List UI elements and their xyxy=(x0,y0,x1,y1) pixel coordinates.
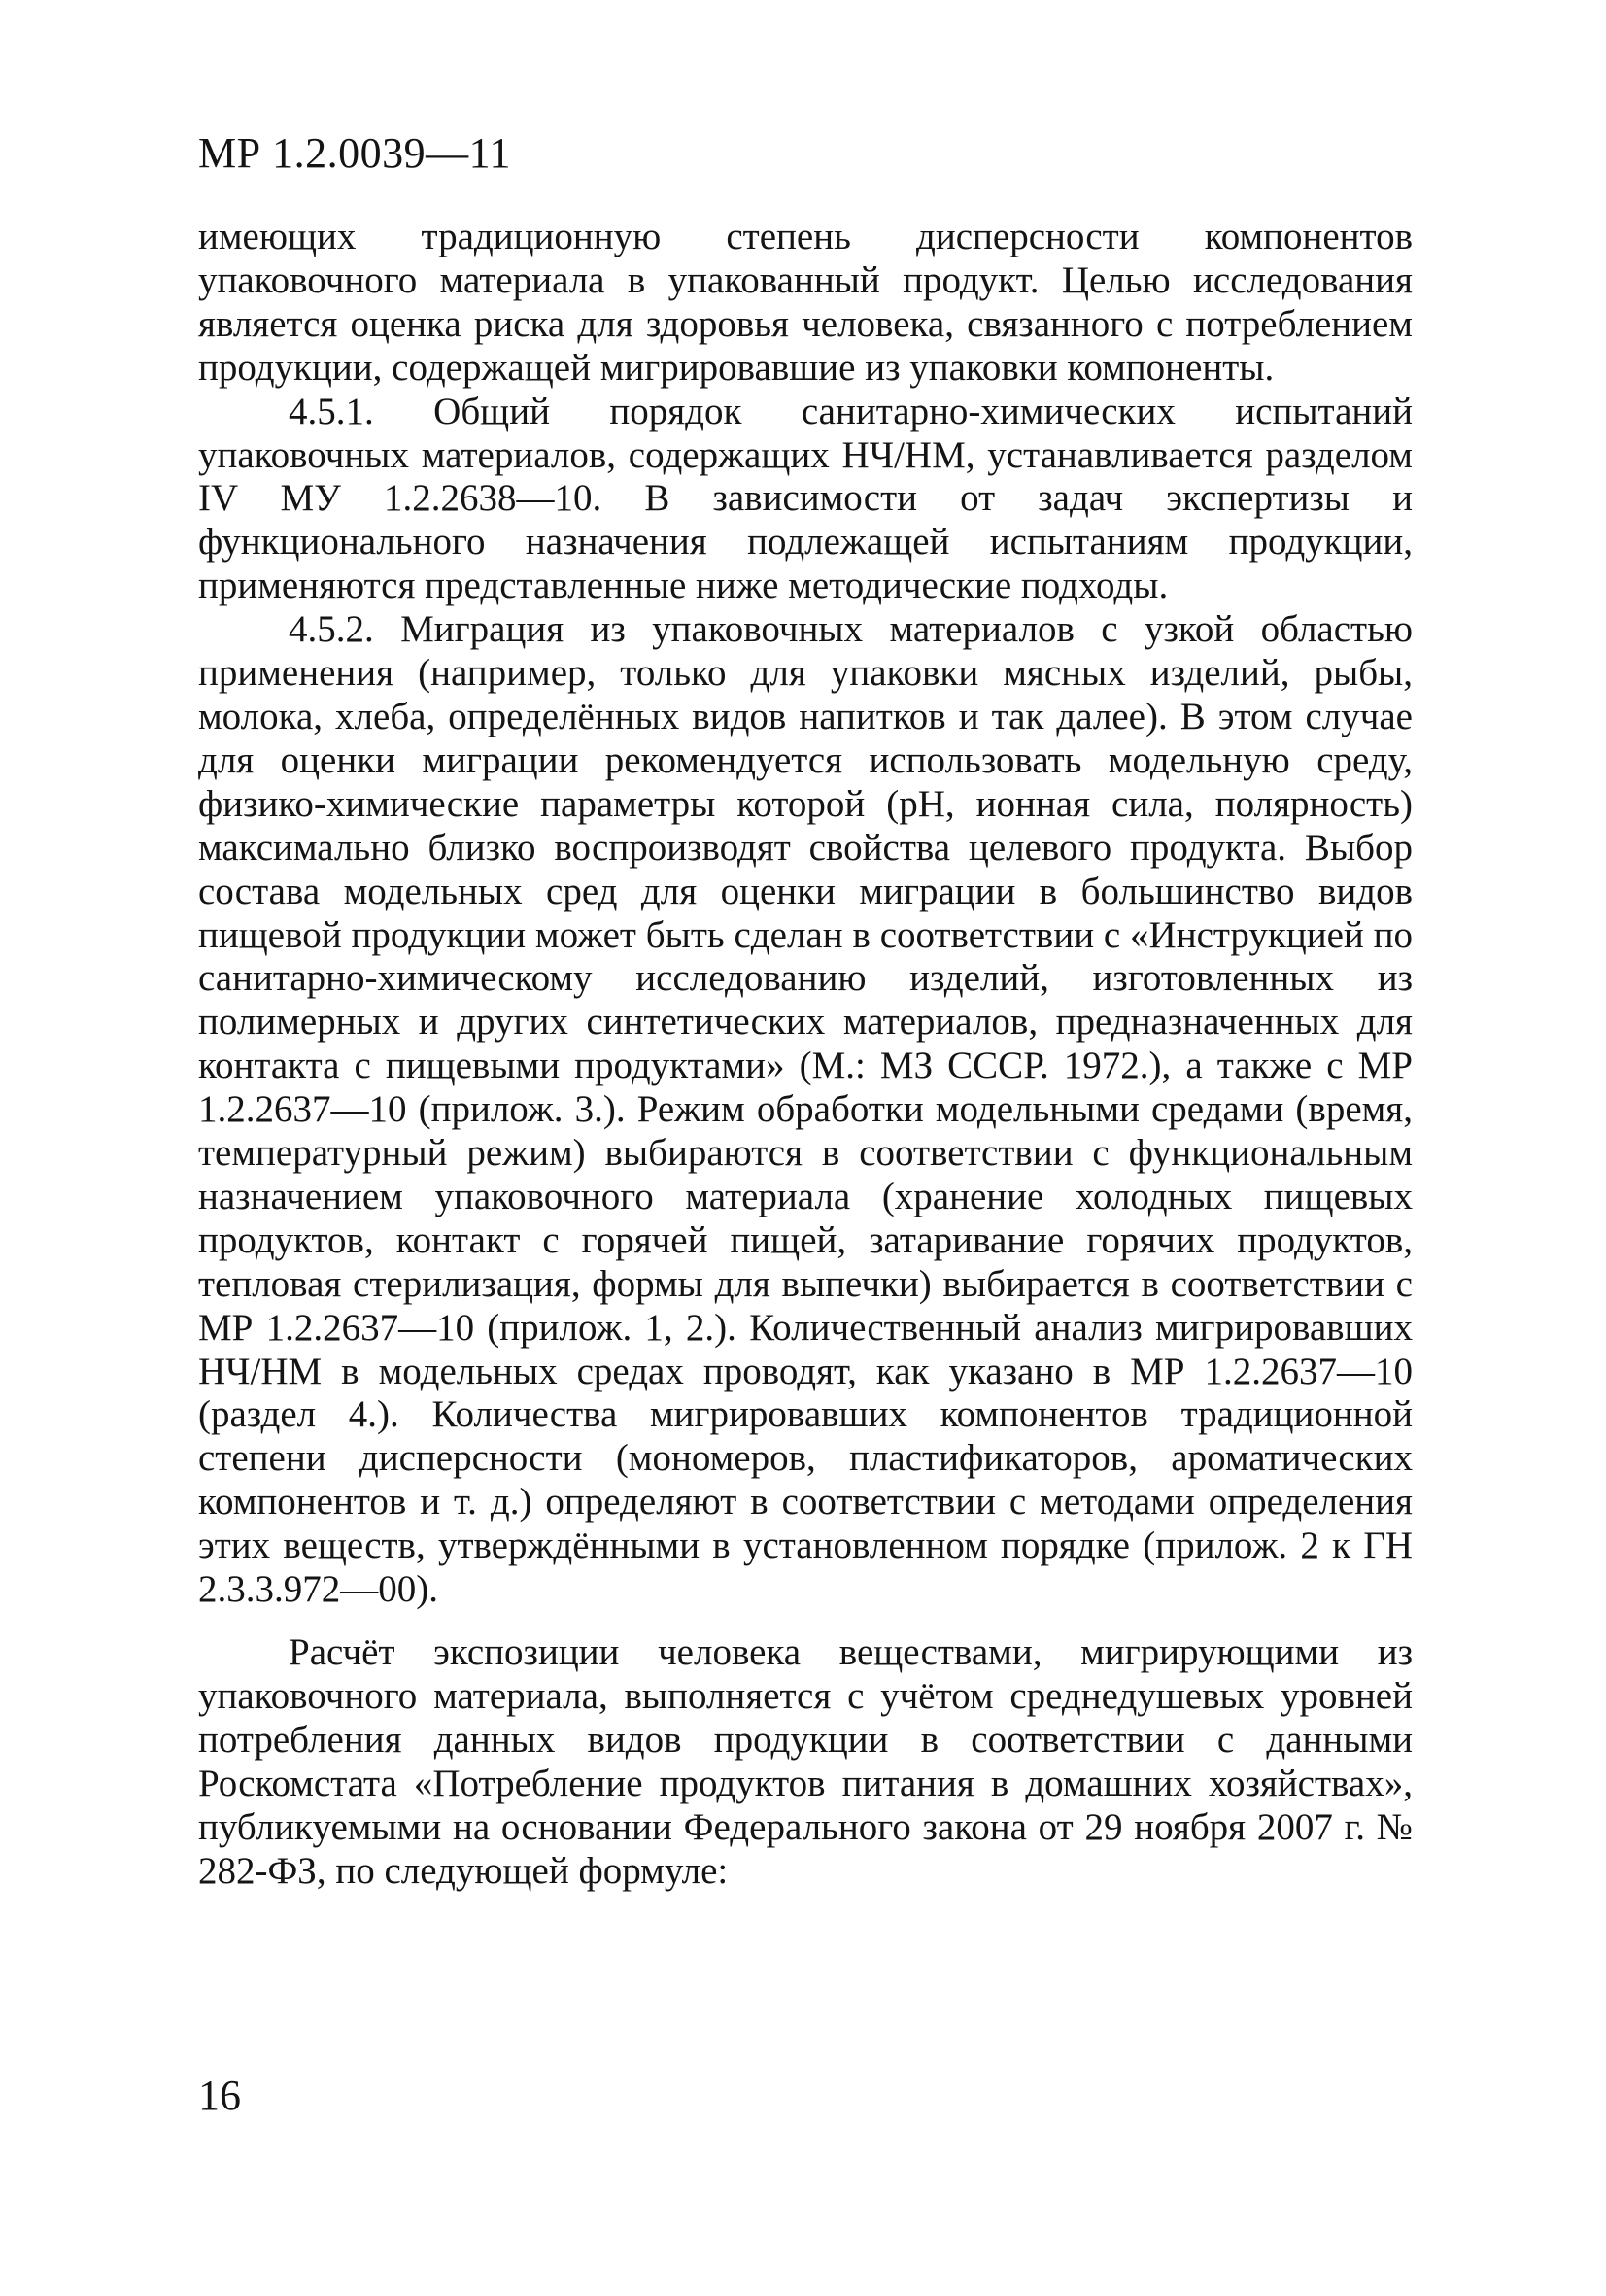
page-number: 16 xyxy=(198,2072,241,2119)
paragraph-intro-continuation: имеющих традиционную степень дисперсности компонентов упаковочного материала в упакованный продукт. Целью исследования является оценка риска для здоровья человека, связанного с потреблением продукции, содержащей мигрировавшие из упаковки компоненты. xyxy=(198,216,1413,389)
paragraph-4-5-1: 4.5.1. Общий порядок санитарно-химических испытаний упаковочных материалов, содержащих НЧ/НМ, устанавливается разделом IV МУ 1.2.2638—10. В зависимости от задач экспертизы и функционального назначения подлежащей испытаниям продукции, применяются представленные ниже методические подходы. xyxy=(198,390,1413,607)
running-header: МР 1.2.0039—11 xyxy=(198,129,511,177)
paragraph-exposure-calculation: Расчёт экспозиции человека веществами, мигрирующими из упаковочного материала, выполняется с учётом среднедушевых уровней потребления данных видов продукции в соответствии с данными Роскомстата «Потребление продуктов питания в домашних хозяйствах», публикуемыми на основании Федерального закона от 29 ноября 2007 г. № 282-ФЗ, по следующей формуле: xyxy=(198,1631,1413,1892)
body-text xyxy=(198,216,1413,1893)
paragraph-4-5-2: 4.5.2. Миграция из упаковочных материалов с узкой областью применения (например, только для упаковки мясных изделий, рыбы, молока, хлеба, определённых видов напитков и так далее). В этом случае для оценки миграции рекомендуется использовать модельную среду, физико-химические параметры которой (pH, ионная сила, полярность) максимально близко воспроизводят свойства целевого продукта. Выбор состава модельных сред для оценки миграции в большинство видов пищевой продукции может быть сделан в соответствии с «Инструкцией по санитарно-химическому исследованию изделий, изготовленных из полимерных и других синтетических материалов, предназначенных для контакта с пищевыми продуктами» (М.: МЗ СССР. 1972.), а также с МР 1.2.2637—10 (прилож. 3.). Режим обработки модельными средами (время, температурный режим) выбираются в соответствии с функциональным назначением упаковочного материала (хранение холодных пищевых продуктов, контакт с горячей пищей, затаривание горячих продуктов, тепловая стерилизация, формы для выпечки) выбирается в соответствии с МР 1.2.2637—10 (прилож. 1, 2.). Количественный анализ мигрировавших НЧ/НМ в модельных средах проводят, как указано в МР 1.2.2637—10 (раздел 4.). Количества мигрировавших компонентов традиционной степени дисперсности (мономеров, пластификаторов, ароматических компонентов и т. д.) определяют в соответствии с методами определения этих веществ, утверждёнными в установленном порядке (прилож. 2 к ГН 2.3.3.972—00). xyxy=(198,608,1413,1611)
